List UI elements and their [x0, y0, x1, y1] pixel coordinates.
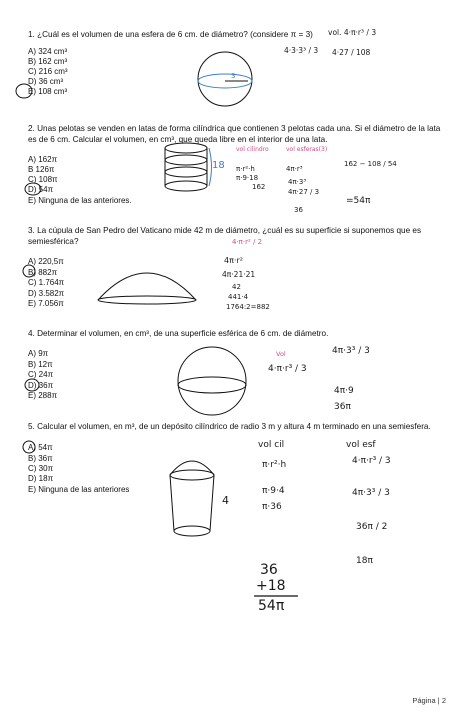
option-5c[interactable]: C) 30π: [28, 464, 54, 473]
q4-l2: 4π·9: [334, 386, 354, 396]
q5-sum-1: 36: [260, 562, 278, 578]
circled-answer-mark: [22, 440, 36, 454]
q2-esf-2: 4π·3³: [288, 178, 307, 186]
question-3-line1: 3. La cúpula de San Pedro del Vaticano mide 42 m de diámetro, ¿cuál es su superficie si suponemos que es: [28, 226, 422, 235]
q2-subtraction: 162 − 108 / 54: [344, 160, 397, 168]
q1-radius-label: 3: [231, 72, 236, 80]
q5-esf-label: vol esf: [346, 440, 376, 450]
option-5a[interactable]: A) 54π: [28, 443, 53, 452]
option-1e[interactable]: E) 108 cm³: [28, 87, 68, 96]
q5-esf-2: 4π·3³ / 3: [352, 488, 390, 498]
circled-answer-mark: [22, 264, 36, 278]
question-3-line2: semiesférica?: [28, 237, 79, 246]
q3-hint: 4·π·r² / 2: [232, 238, 263, 246]
option-4b[interactable]: B) 12π: [28, 360, 53, 369]
q5-cil-label: vol cil: [258, 440, 285, 450]
sphere-drawing: [196, 50, 254, 108]
sphere-drawing: [176, 345, 248, 417]
option-5b[interactable]: B) 36π: [28, 454, 53, 463]
circled-answer-mark: [14, 82, 34, 100]
option-3b[interactable]: B) 882π: [28, 268, 58, 277]
q1-calc-a: 4·3·3³ / 3: [284, 46, 319, 55]
option-1c[interactable]: C) 216 cm³: [28, 67, 68, 76]
option-3a[interactable]: A) 220,5π: [28, 257, 64, 266]
q2-esf-3: 4π·27 / 3: [288, 188, 320, 196]
option-3d[interactable]: D) 3.582π: [28, 289, 65, 298]
q2-cil-3: 162: [252, 183, 266, 191]
option-4e[interactable]: E) 288π: [28, 391, 58, 400]
circled-answer-mark: [24, 378, 40, 392]
page-number: Página | 2: [412, 696, 446, 705]
dome-drawing: [96, 266, 198, 306]
question-5-text: 5. Calcular el volumen, en m³, de un depósito cilíndrico de radio 3 m y altura 4 m terminado en una semiesfera.: [28, 422, 431, 431]
q2-height-label: 18: [212, 160, 225, 171]
option-1d[interactable]: D) 36 cm³: [28, 77, 64, 86]
q2-vol-cil-label: vol cilindro: [236, 146, 269, 153]
q5-cil-2: π·9·4: [262, 486, 285, 496]
q5-esf-4: 18π: [356, 556, 373, 566]
option-2b[interactable]: B 126π: [28, 165, 55, 174]
option-1a[interactable]: A) 324 cm³: [28, 47, 68, 56]
option-4a[interactable]: A) 9π: [28, 349, 49, 358]
q2-cil-1: π·r²·h: [236, 165, 255, 173]
cylinder-balls-drawing: [162, 142, 216, 194]
q2-result: =54π: [346, 196, 371, 206]
q3-l5: 1764:2=882: [226, 303, 270, 311]
q3-l1: 4π·r²: [224, 256, 243, 265]
q4-label: Vol: [276, 350, 286, 358]
q2-esf-4: 36: [294, 206, 303, 214]
circled-answer-mark: [24, 182, 42, 196]
q3-l2: 4π·21·21: [222, 270, 256, 279]
option-2a[interactable]: A) 162π: [28, 155, 58, 164]
option-5e[interactable]: E) Ninguna de las anteriores: [28, 485, 130, 494]
q5-height-label: 4: [222, 494, 229, 507]
option-5d[interactable]: D) 18π: [28, 474, 54, 483]
question-2-line1: 2. Unas pelotas se venden en latas de forma cilíndrica que contienen 3 pelotas cada una. Si el diámetro de la lata: [28, 124, 441, 133]
tank-drawing: [164, 455, 220, 541]
question-4-text: 4. Determinar el volumen, en cm³, de una superficie esférica de 6 cm. de diámetro.: [28, 329, 329, 338]
q5-sum-2: +18: [256, 578, 286, 594]
option-1b[interactable]: B) 162 cm³: [28, 57, 68, 66]
q3-l3: 42: [232, 283, 241, 291]
q2-esf-1: 4π·r³: [286, 165, 303, 173]
q4-l3: 36π: [334, 402, 351, 412]
q2-cil-2: π·9·18: [236, 174, 259, 182]
option-2e[interactable]: E) Ninguna de las anteriores.: [28, 196, 132, 205]
option-4d[interactable]: D) 36π: [28, 381, 54, 390]
q5-esf-3: 36π / 2: [356, 522, 388, 532]
option-2c[interactable]: C) 108π: [28, 175, 58, 184]
option-4c[interactable]: C) 24π: [28, 370, 54, 379]
q4-calc: 4π·3³ / 3: [332, 346, 370, 356]
q5-esf-1: 4·π·r³ / 3: [352, 456, 391, 466]
option-2d[interactable]: D) 54π: [28, 185, 54, 194]
q5-cil-1: π·r²·h: [262, 460, 287, 470]
q5-sum-3: 54π: [258, 598, 285, 614]
q3-l4: 441·4: [228, 293, 249, 301]
option-3c[interactable]: C) 1.764π: [28, 278, 65, 287]
q2-vol-esf-label: vol esferas(3): [286, 146, 328, 153]
q1-formula: vol. 4·π·r³ / 3: [328, 28, 377, 37]
q1-calc-b: 4·27 / 108: [332, 48, 371, 57]
q5-cil-3: π·36: [262, 502, 282, 512]
option-3e[interactable]: E) 7.056π: [28, 299, 64, 308]
question-2-line2: es de 6 cm. Calcular el volumen, en cm³, que queda libre en el interior de una lata.: [28, 135, 328, 144]
q4-formula: 4·π·r³ / 3: [268, 364, 307, 374]
question-1-text: 1. ¿Cuál es el volumen de una esfera de 6 cm. de diámetro? (considere π = 3): [28, 30, 313, 39]
